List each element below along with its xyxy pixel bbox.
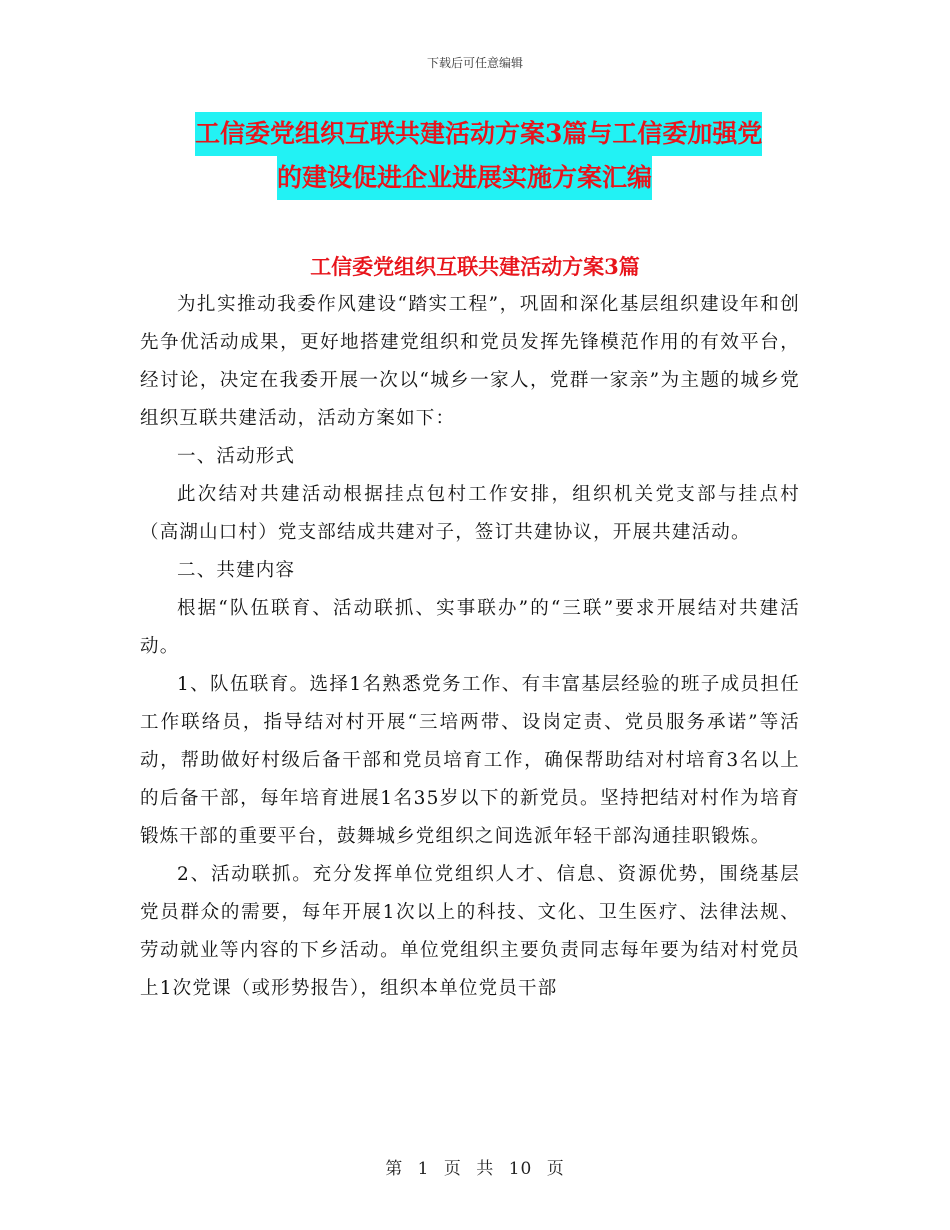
document-title-line-1: 工信委党组织互联共建活动方案3篇与工信委加强党: [195, 112, 762, 156]
document-title: [195, 112, 815, 200]
footer-prefix: 第: [385, 1159, 404, 1179]
footer-total-word: 共: [476, 1159, 495, 1179]
heading-joint-content: 二、共建内容: [177, 560, 296, 581]
document-title-line-2: 的建设促进企业进展实施方案汇编: [277, 156, 652, 200]
section-heading: 工信委党组织互联共建活动方案3篇: [310, 254, 640, 279]
footer-current-page: 1: [417, 1159, 430, 1179]
footer-page-word: 页: [443, 1159, 462, 1179]
heading-activity-form: 一、活动形式: [177, 446, 296, 467]
paragraph-activity-coordination: 2、活动联抓。充分发挥单位党组织人才、信息、资源优势，围绕基层党员群众的需要，每年开展1次以上的科技、文化、卫生医疗、法律法规、劳动就业等内容的下乡活动。单位党组织主要负责同志每年要为结对村党员上1次党课（或形势报告），组织本单位党员干部: [140, 864, 800, 999]
page-footer: [0, 1154, 950, 1179]
paragraph-intro: 为扎实推动我委作风建设“踏实工程”，巩固和深化基层组织建设年和创先争优活动成果，更好地搭建党组织和党员发挥先锋模范作用的有效平台，经讨论，决定在我委开展一次以“城乡一家人，党群一家亲”为主题的城乡党组织互联共建活动，活动方案如下：: [140, 294, 800, 429]
footer-suffix: 页: [546, 1159, 565, 1179]
paragraph-activity-form: 此次结对共建活动根据挂点包村工作安排，组织机关党支部与挂点村（高湖山口村）党支部结成共建对子，签订共建协议，开展共建活动。: [140, 484, 800, 543]
header-note: 下载后可任意编辑: [426, 56, 523, 70]
paragraph-joint-content: 根据“队伍联育、活动联抓、实事联办”的“三联”要求开展结对共建活动。: [140, 598, 800, 657]
paragraph-team-cultivation: 1、队伍联育。选择1名熟悉党务工作、有丰富基层经验的班子成员担任工作联络员，指导结对村开展“三培两带、设岗定责、党员服务承诺”等活动，帮助做好村级后备干部和党员培育工作，确保帮助结对村培育3名以上的后备干部，每年培育进展1名35岁以下的新党员。坚持把结对村作为培育锻炼干部的重要平台，鼓舞城乡党组织之间选派年轻干部沟通挂职锻炼。: [140, 674, 800, 847]
document-body: [140, 286, 800, 1008]
footer-total-pages: 10: [508, 1159, 533, 1179]
